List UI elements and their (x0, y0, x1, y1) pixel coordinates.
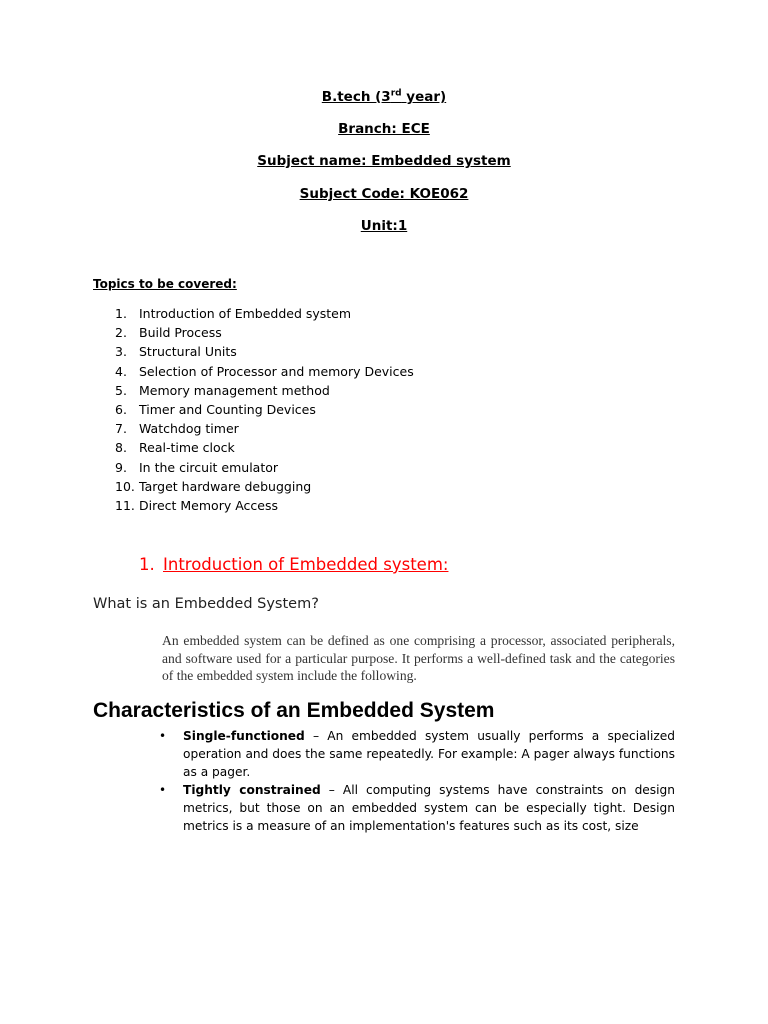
topic-text: Build Process (139, 325, 222, 341)
characteristic-term: Tightly constrained (183, 783, 321, 797)
topic-text: Selection of Processor and memory Devices (139, 363, 414, 379)
section-number: 1. (139, 555, 155, 574)
course-year-text: B.tech (3 (321, 89, 391, 105)
topic-number: 2. (115, 325, 127, 341)
unit-line (0, 218, 768, 234)
bullet-icon: • (159, 783, 167, 797)
subject-name-text: Subject name: Embedded system (257, 153, 511, 169)
topic-number: 8. (115, 440, 127, 456)
characteristics-list (93, 727, 675, 835)
topic-number: 1. (115, 306, 127, 321)
course-year-suffix: year) (401, 89, 447, 105)
characteristic-description: – All computing systems have constraints on design metrics, but those on an embedded system can be especially tight. Design metrics is a measure of an implementation's features such as its cost, size (183, 783, 675, 833)
subject-code-line (0, 186, 768, 202)
topic-text: Direct Memory Access (139, 497, 279, 513)
topic-text: Structural Units (139, 344, 237, 360)
topic-number: 7. (115, 421, 127, 437)
intro-paragraph: An embedded system can be defined as one comprising a processor, associated peripherals, and software used for a particular purpose. It performs a well-defined task and the categories of the embedded system include the following. (162, 633, 675, 683)
topic-text: Introduction of Embedded system (139, 306, 352, 321)
topic-number: 5. (115, 382, 127, 398)
subsection-heading: What is an Embedded System? (93, 596, 319, 612)
topic-number: 9. (115, 459, 127, 475)
unit-text: Unit:1 (360, 218, 408, 234)
course-year-line (0, 89, 768, 105)
subject-code-text: Subject Code: KOE062 (299, 186, 469, 202)
characteristic-item (93, 727, 675, 781)
bullet-icon: • (159, 729, 167, 743)
topic-number: 4. (115, 363, 127, 379)
topic-text: Timer and Counting Devices (139, 401, 316, 417)
topic-text: Watchdog timer (139, 421, 239, 437)
topic-text: In the circuit emulator (139, 459, 279, 475)
topic-text: Real-time clock (139, 440, 235, 456)
characteristics-heading: Characteristics of an Embedded System (93, 699, 495, 722)
topic-number: 10. (115, 478, 135, 494)
branch-text: Branch: ECE (338, 121, 430, 137)
branch-line (0, 121, 768, 137)
topics-label: Topics to be covered: (93, 277, 237, 291)
subject-name-line (0, 153, 768, 169)
section-title: Introduction of Embedded system: (163, 555, 449, 574)
ordinal-superscript: rd (390, 88, 402, 99)
characteristic-term: Single-functioned (183, 729, 305, 743)
topic-text: Memory management method (139, 382, 330, 398)
topic-number: 3. (115, 344, 127, 360)
topic-number: 6. (115, 401, 127, 417)
characteristic-description: – An embedded system usually performs a specialized operation and does the same repeatedly. For example: A pager always functions as a pager. (183, 729, 675, 779)
topic-number: 11. (115, 497, 135, 513)
topic-text: Target hardware debugging (139, 478, 312, 494)
characteristic-item (93, 781, 675, 835)
section-heading (139, 555, 448, 574)
